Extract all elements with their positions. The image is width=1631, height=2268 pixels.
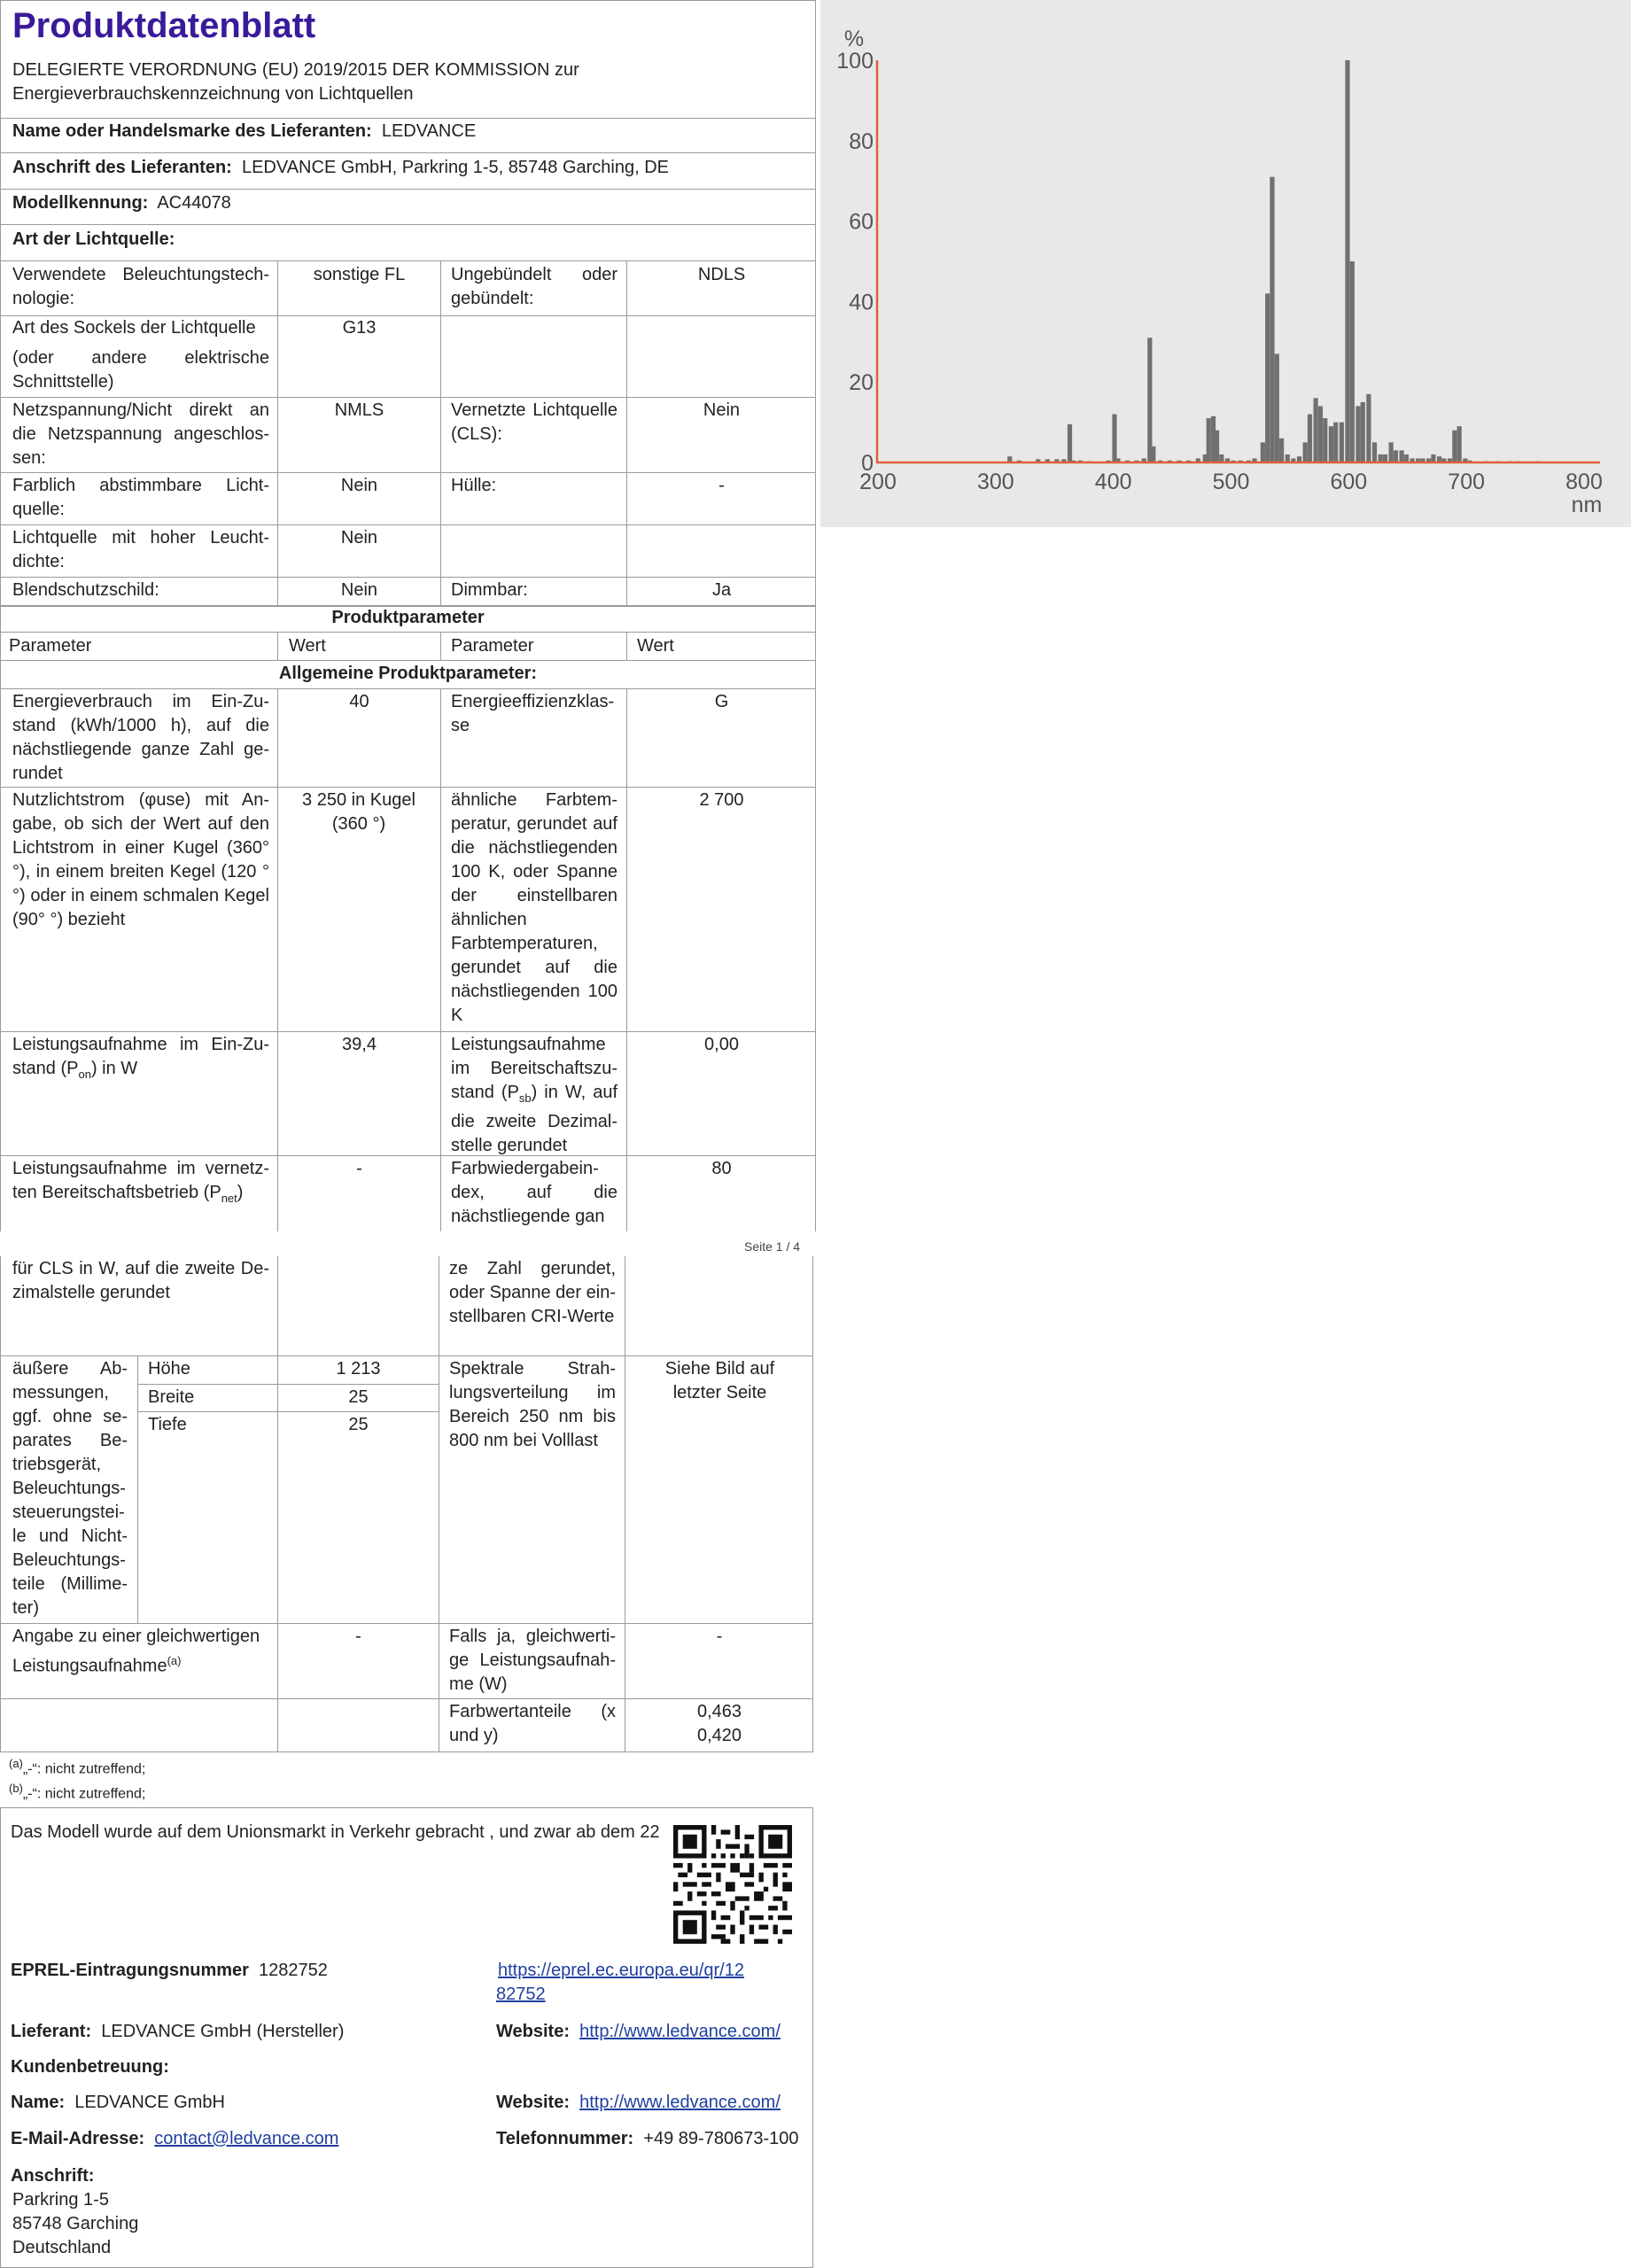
grid-line [0, 1031, 816, 1032]
dimmable-value: Ja [711, 580, 732, 600]
address-line-2: 85748 Garching [12, 2214, 139, 2233]
grid-line [0, 660, 816, 661]
spectrum-bar [1068, 424, 1072, 462]
spectrum-bar [1261, 442, 1265, 462]
spectrum-bar [1389, 442, 1394, 462]
website-row: Website: http://www.ledvance.com/ [496, 2022, 781, 2041]
cct-label: ähnliche Farbtemperatur, gerundet auf die nächstliegenden 100 K, oder Spanne der einstellbaren ähnlichen Farbtemperaturen, gerundet auf die nächstliegenden 100 K [451, 790, 617, 1025]
spectrum-bar [1431, 454, 1435, 462]
standby-power-label: Leistungsaufnahme im Bereitschaftszustand $(P_{sb})$ in W, auf die zweite Dezimalstelle gerundet [451, 1035, 617, 1155]
anti-glare-value: Nein [340, 580, 378, 600]
networked-standby-value: - [356, 1159, 362, 1178]
spectrum-bar [1207, 418, 1211, 462]
networked-standby-label: Leistungsaufnahme im vernetzten Bereitschaftsbetrieb $(P_{net})$ [12, 1159, 269, 1205]
grid-line [440, 632, 441, 661]
spectrum-bar [1318, 406, 1323, 462]
divider [0, 118, 816, 119]
y-tick-label: 20 [849, 370, 874, 396]
x-tick-label: 400 [1094, 470, 1132, 494]
energy-class-value: G [714, 692, 729, 711]
cct-value: 2 700 [699, 790, 744, 810]
eprel-row: EPREL-Eintragungsnummer 1282752 [11, 1961, 328, 1980]
cap-type-label-cont: (oder andere elektrische Schnittstelle) [12, 348, 269, 392]
x-tick-label: 700 [1448, 470, 1486, 494]
supplier-row: Lieferant: LEDVANCE GmbH (Hersteller) [11, 2022, 345, 2041]
spectrum-bar [1314, 398, 1318, 462]
spectrum-bar [1285, 454, 1290, 462]
address-line-3: Deutschland [12, 2238, 112, 2257]
footnote-a: $^{(a)}$„-“: nicht zutreffend; [9, 1757, 146, 1777]
spectrum-bar [1355, 406, 1360, 462]
networked-standby-label-cont: für CLS in W, auf die zweite Dezimalstelle gerundet [12, 1259, 269, 1302]
email-row: E-Mail-Adresse: contact@ledvance.com [11, 2129, 339, 2148]
page-number: Seite 1 / 4 [744, 1239, 801, 1254]
spectrum-bar [1340, 423, 1344, 462]
height-label: Höhe [148, 1359, 190, 1379]
grid-line [0, 397, 816, 398]
grid-line [0, 524, 816, 525]
spectrum-bar [1361, 402, 1365, 462]
chromaticity-x-value: 0,463 [696, 1702, 742, 1721]
energy-consumption-label: Energieverbrauch im Ein-Zustand (kWh/1000 h), auf die nächstliegende ganze Zahl gerundet [12, 692, 269, 783]
grid-line [0, 1623, 813, 1624]
spectrum-bar [1452, 431, 1456, 462]
spectrum-bar [1404, 454, 1409, 462]
cls-label: Vernetzte Lichtquelle (CLS): [451, 400, 617, 444]
col-header-parameter: Parameter [9, 636, 92, 656]
website-link[interactable]: http://www.ledvance.com/ [579, 2022, 781, 2041]
high-luminance-value: Nein [340, 528, 378, 548]
height-value: 1 213 [336, 1359, 381, 1379]
spectrum-bar [1323, 418, 1327, 462]
col-header-value-2: Wert [637, 636, 674, 656]
grid-line [440, 688, 441, 1231]
envelope-value: - [718, 476, 725, 495]
spectrum-bar [1366, 394, 1371, 462]
grid-line [0, 1355, 813, 1356]
luminous-flux-value: 3 250 in Kugel (360 °) [302, 790, 416, 834]
chromaticity-y-value: 0,420 [696, 1726, 742, 1745]
regulation-text: DELEGIERTE VERORDNUNG (EU) 2019/2015 DER KOMMISSION zur Energieverbrauchskennzeichnung von Lichtquellen [12, 60, 579, 104]
cap-type-label: Art des Sockels der Lichtquelle [12, 318, 256, 338]
grid-line [626, 260, 627, 606]
grid-line [0, 632, 816, 633]
x-tick-label: 200 [859, 470, 897, 494]
phone-row: Telefonnummer: +49 89-780673-100 [496, 2129, 799, 2148]
x-tick-label: 500 [1212, 470, 1250, 494]
standby-power-value: 0,00 [704, 1035, 739, 1054]
anti-glare-label: Blendschutzschild: [12, 580, 159, 600]
supplier-address-row: Anschrift des Lieferanten: LEDVANCE GmbH, Parkring 1-5, 85748 Garching, DE [12, 158, 670, 177]
spectral-chart [820, 0, 1631, 527]
spectrum-bar [1308, 415, 1312, 462]
spectrum-bar [1350, 261, 1355, 462]
grid-line [277, 1256, 278, 1752]
depth-value: 25 [348, 1415, 369, 1434]
y-tick-label: 60 [849, 209, 874, 235]
qr-code [673, 1825, 792, 1944]
footnote-b: $^{(b)}$„-“: nicht zutreffend; [9, 1782, 146, 1802]
color-tunable-label: Farblich abstimmbare Lichtquelle: [12, 476, 269, 519]
y-tick-label: 100 [836, 49, 874, 74]
cri-label-cont: ze Zahl gerundet, oder Spanne der einstellbaren CRI-Werte [449, 1259, 616, 1326]
grid-line [440, 260, 441, 606]
spectrum-bar [1270, 177, 1274, 462]
energy-consumption-value: 40 [349, 692, 369, 711]
x-axis-label: nm [1571, 493, 1603, 517]
address-line-1: Parkring 1-5 [12, 2190, 109, 2210]
cri-label: Farbwiedergabeindex, auf die nächstliegende gan [451, 1159, 617, 1226]
spectrum-bar [1345, 60, 1349, 462]
spectrum-bar [1457, 426, 1462, 462]
general-parameters-heading: Allgemeine Produktparameter: [278, 664, 538, 683]
spectrum-bar [1275, 353, 1279, 462]
address-heading: Anschrift: [11, 2166, 95, 2186]
grid-line [626, 632, 627, 661]
directional-value: NDLS [697, 265, 746, 284]
col-header-parameter-2: Parameter [451, 636, 534, 656]
energy-class-label: Energieeffizienzklasse [451, 692, 615, 735]
color-tunable-value: Nein [340, 476, 378, 495]
website-2-link[interactable]: http://www.ledvance.com/ [579, 2093, 781, 2112]
equivalent-power-2-value: - [716, 1627, 723, 1646]
x-tick-label: 800 [1565, 470, 1603, 494]
dimensions-label: äußere Abmessungen, ggf. ohne separates Betriebsgerät, Beleuchtungssteuerungsteile und Nicht-Beleuchtungsteile (Millimeter) [12, 1359, 128, 1618]
spectrum-bar [1329, 426, 1333, 462]
cri-value: 80 [711, 1159, 732, 1178]
depth-label: Tiefe [148, 1415, 187, 1434]
y-tick-label: 0 [861, 451, 874, 476]
grid-line [277, 688, 278, 1231]
width-value: 25 [348, 1387, 369, 1407]
luminous-flux-label: Nutzlichtstrom (φuse) mit Angabe, ob sich der Wert auf den Lichtstrom in einer Kugel (360° °), in einem breiten Kegel (120 °°) oder in einem schmalen Kegel (90° °) bezieht [12, 790, 269, 929]
y-axis-label: % [843, 27, 865, 51]
grid-line [0, 1155, 816, 1156]
light-source-type-heading: Art der Lichtquelle: [12, 229, 175, 249]
spectrum-bar [1215, 431, 1219, 462]
high-luminance-label: Lichtquelle mit hoher Leuchtdichte: [12, 528, 269, 571]
grid-line [0, 787, 816, 788]
grid-line [277, 260, 278, 606]
x-tick-label: 600 [1330, 470, 1368, 494]
spectral-chart-panel [820, 0, 1631, 527]
spectrum-bar [1383, 454, 1387, 462]
equivalent-power-label: Angabe zu einer gleichwertigen Leistungsaufnahme$^{(a)}$ [12, 1627, 260, 1676]
eprel-link[interactable]: https://eprel.ec.europa.eu/qr/12 [498, 1961, 744, 1980]
width-label: Breite [148, 1387, 195, 1407]
grid-line [137, 1384, 439, 1385]
eprel-link-cont[interactable]: 82752 [496, 1984, 546, 2004]
mains-value: NMLS [334, 400, 384, 420]
mains-label: Netzspannung/Nicht direkt an die Netzspannung angeschlossen: [12, 400, 269, 468]
market-text: Das Modell wurde auf dem Unionsmarkt in Verkehr gebracht , und zwar ab dem 22 [11, 1822, 660, 1842]
divider [0, 260, 816, 261]
lighting-technology-label: Verwendete Beleuchtungstechnologie: [12, 265, 269, 308]
page-title: Produktdatenblatt [12, 6, 316, 45]
spectral-distribution-label: Spektrale Strahlungsverteilung im Bereich 250 nm bis 800 nm bei Volllast [449, 1359, 616, 1450]
spectrum-bar [1303, 442, 1308, 462]
divider [0, 152, 816, 153]
spectrum-bar [1333, 423, 1338, 462]
grid-line [277, 632, 278, 661]
spectrum-bar [1372, 442, 1377, 462]
cap-type-value: G13 [342, 318, 377, 338]
directional-label: Ungebündelt oder gebündelt: [451, 265, 617, 308]
divider [0, 224, 816, 225]
product-parameters-heading: Produktparameter [331, 608, 485, 627]
spectrum-bar [1394, 450, 1398, 462]
model-row: Modellkennung: AC44078 [12, 193, 231, 213]
grid-line [0, 577, 816, 578]
grid-line [626, 688, 627, 1231]
spectrum-bar [1265, 293, 1270, 462]
y-tick-label: 80 [849, 128, 874, 154]
dimmable-label: Dimmbar: [451, 580, 528, 600]
grid-line [137, 1411, 439, 1412]
divider [0, 189, 816, 190]
spectrum-bar [1379, 454, 1383, 462]
on-mode-power-value: 39,4 [342, 1035, 377, 1054]
equivalent-power-2-label: Falls ja, gleichwertige Leistungsaufnahme (W) [449, 1627, 616, 1694]
grid-line [137, 1355, 138, 1623]
spectrum-bar [1400, 450, 1404, 462]
website-2-row: Website: http://www.ledvance.com/ [496, 2093, 781, 2112]
envelope-label: Hülle: [451, 476, 497, 495]
grid-line [0, 1698, 813, 1699]
spectral-distribution-value: Siehe Bild auf letzter Seite [664, 1359, 775, 1402]
col-header-value: Wert [289, 636, 326, 656]
equivalent-power-value: - [355, 1627, 361, 1646]
email-link[interactable]: contact@ledvance.com [154, 2129, 339, 2148]
lighting-technology-value: sonstige FL [313, 265, 406, 284]
y-tick-label: 40 [849, 290, 874, 315]
spectrum-bar [1279, 439, 1284, 462]
spectrum-bar [1147, 338, 1152, 462]
spectrum-bar [1151, 447, 1155, 462]
customer-service-heading: Kundenbetreuung: [11, 2057, 169, 2077]
spectrum-bar [1219, 454, 1223, 462]
chromaticity-label: Farbwertanteile (x und y) [449, 1702, 616, 1745]
on-mode-power-label: Leistungsaufnahme im Ein-Zustand $(P_{on})$ in W [12, 1035, 269, 1081]
supplier-name-row: Name oder Handelsmarke des Lieferanten: LEDVANCE [12, 121, 477, 141]
grid-line [0, 688, 816, 689]
x-tick-label: 300 [976, 470, 1014, 494]
spectrum-bar [1112, 415, 1116, 462]
contact-name-row: Name: LEDVANCE GmbH [11, 2093, 225, 2112]
grid-line [0, 472, 816, 473]
cls-value: Nein [703, 400, 741, 420]
